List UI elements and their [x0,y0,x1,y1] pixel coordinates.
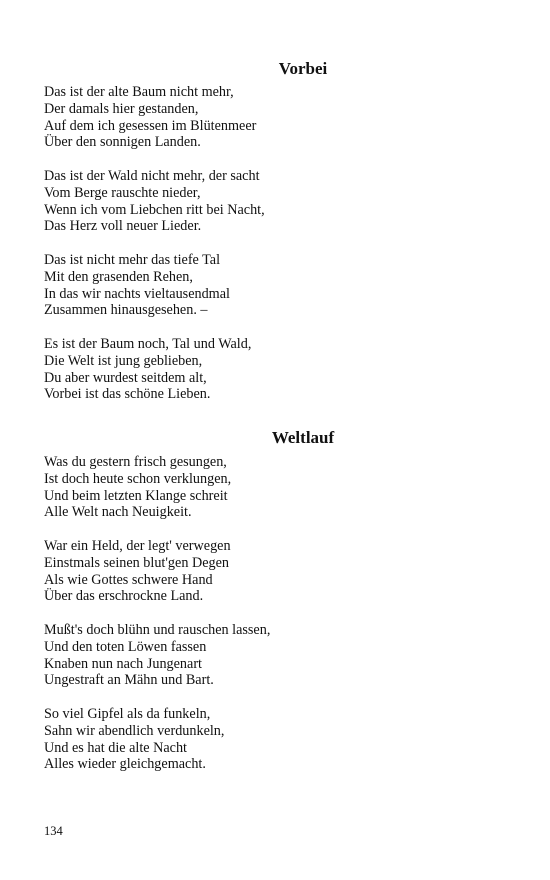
verse-line: So viel Gipfel als da funkeln, [44,705,211,722]
page-number: 134 [44,824,63,838]
stanza [44,622,506,689]
verse-line: Zusammen hinausgesehen. – [44,302,208,319]
verse-line: Einstmals seinen blut'gen Degen [44,554,229,571]
verse-line: War ein Held, der legt' verwegen [44,537,231,554]
verse-line: Es ist der Baum noch, Tal und Wald, [44,335,252,352]
verse-line: Alle Welt nach Neuigkeit. [44,504,192,521]
verse-line: Das ist der Wald nicht mehr, der sacht [44,167,260,184]
verse-line: Als wie Gottes schwere Hand [44,571,213,588]
stanza [44,336,506,403]
stanza [44,706,506,773]
verse-line: Mit den grasenden Rehen, [44,268,193,285]
poem-weltlauf [44,454,506,790]
verse-line: Vorbei ist das schöne Lieben. [44,386,211,403]
verse-line: Auf dem ich gesessen im Blütenmeer [44,117,257,134]
verse-line: Wenn ich vom Liebchen ritt bei Nacht, [44,201,265,218]
verse-line: Sahn wir abendlich verdunkeln, [44,722,225,739]
stanza [44,252,506,319]
verse-line: In das wir nachts vieltausendmal [44,285,230,302]
stanza [44,454,506,521]
poem-vorbei [44,84,506,420]
stanza [44,84,506,151]
verse-line: Das Herz voll neuer Lieder. [44,218,202,235]
poem-title-vorbei: Vorbei [278,59,328,78]
verse-line: Das ist nicht mehr das tiefe Tal [44,251,221,268]
verse-line: Knaben nun nach Jungenart [44,655,202,672]
stanza [44,538,506,605]
verse-line: Vom Berge rauschte nieder, [44,184,201,201]
book-page [44,0,506,880]
verse-line: Was du gestern frisch gesungen, [44,454,227,470]
verse-line: Die Welt ist jung geblieben, [44,352,203,369]
stanza [44,168,506,235]
verse-line: Und den toten Löwen fassen [44,638,207,655]
verse-line: Und es hat die alte Nacht [44,739,188,756]
verse-line: Über den sonnigen Landen. [44,134,201,151]
verse-line: Der damals hier gestanden, [44,100,199,117]
verse-line: Ungestraft an Mähn und Bart. [44,672,214,689]
verse-line: Ist doch heute schon verklungen, [44,470,232,487]
verse-line: Alles wieder gleichgemacht. [44,756,206,773]
verse-line: Und beim letzten Klange schreit [44,487,228,504]
verse-line: Mußt's doch blühn und rauschen lassen, [44,621,271,638]
verse-line: Über das erschrockne Land. [44,588,204,605]
poem-title-weltlauf: Weltlauf [271,428,335,447]
verse-line: Du aber wurdest seitdem alt, [44,369,207,386]
verse-line: Das ist der alte Baum nicht mehr, [44,84,234,100]
